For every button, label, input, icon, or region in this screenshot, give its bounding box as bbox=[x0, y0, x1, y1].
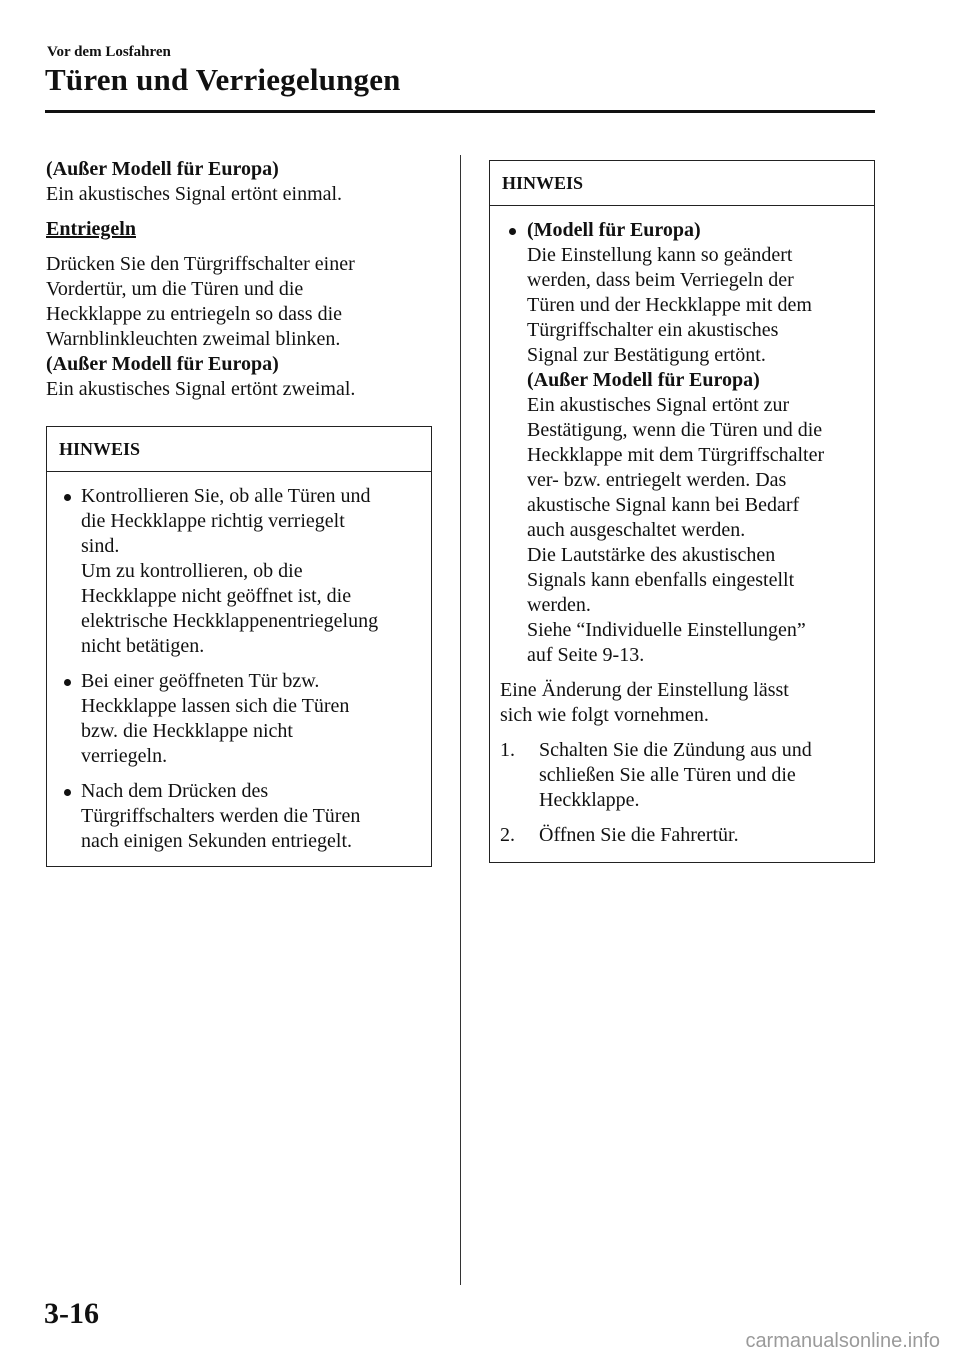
note-bullet bbox=[55, 484, 423, 659]
right-column bbox=[489, 160, 875, 863]
step-number: 2. bbox=[500, 824, 515, 846]
step-item bbox=[500, 823, 866, 848]
heading-unlock: Entriegeln bbox=[46, 218, 136, 240]
model-note: (Außer Modell für Europa) bbox=[46, 158, 279, 180]
note-title: HINWEIS bbox=[490, 161, 874, 206]
column-divider bbox=[460, 155, 461, 1285]
text-line: Türgriffschalter ein akustisches bbox=[527, 319, 779, 341]
text-line: ver- bzw. entriegelt werden. Das bbox=[527, 469, 787, 491]
bullet-dot-icon bbox=[64, 494, 71, 501]
text-line: schließen Sie alle Türen und die bbox=[539, 764, 796, 786]
text-line: Türen und der Heckklappe mit dem bbox=[527, 294, 812, 316]
text-line: Warnblinkleuchten zweimal blinken. bbox=[46, 328, 341, 350]
text-line: elektrische Heckklappenentriegelung bbox=[81, 610, 379, 632]
text-line: Um zu kontrollieren, ob die bbox=[81, 560, 303, 582]
bullet-dot-icon bbox=[509, 228, 516, 235]
text-line: Heckklappe nicht geöffnet ist, die bbox=[81, 585, 352, 607]
left-column bbox=[46, 157, 441, 867]
model-note: (Außer Modell für Europa) bbox=[46, 353, 279, 375]
text-line: Nach dem Drücken des bbox=[81, 780, 269, 802]
paragraph-unlock-signal bbox=[46, 352, 441, 402]
model-note: (Außer Modell für Europa) bbox=[527, 369, 760, 391]
text-line: Ein akustisches Signal ertönt einmal. bbox=[46, 183, 343, 205]
text-line: werden. bbox=[527, 594, 591, 616]
text-line: bzw. die Heckklappe nicht bbox=[81, 720, 293, 742]
bullet-dot-icon bbox=[64, 679, 71, 686]
paragraph-unlock bbox=[46, 252, 441, 352]
text-line: verriegeln. bbox=[81, 745, 168, 767]
note-title: HINWEIS bbox=[47, 427, 431, 472]
text-line: Schalten Sie die Zündung aus und bbox=[539, 739, 812, 761]
text-line: werden, dass beim Verriegeln der bbox=[527, 269, 794, 291]
text-line: Bei einer geöffneten Tür bzw. bbox=[81, 670, 320, 692]
note-body bbox=[47, 472, 431, 866]
note-bullet bbox=[500, 218, 866, 668]
text-line: Die Einstellung kann so geändert bbox=[527, 244, 793, 266]
text-line: auf Seite 9-13. bbox=[527, 644, 645, 666]
bullet-dot-icon bbox=[64, 789, 71, 796]
text-line: Signals kann ebenfalls eingestellt bbox=[527, 569, 795, 591]
text-line: sich wie folgt vornehmen. bbox=[500, 704, 709, 726]
text-line: Eine Änderung der Einstellung lässt bbox=[500, 679, 789, 701]
text-line: nicht betätigen. bbox=[81, 635, 205, 657]
note-box-left bbox=[46, 426, 432, 867]
note-body bbox=[490, 206, 874, 862]
text-line: Heckklappe zu entriegeln so dass die bbox=[46, 303, 343, 325]
text-line: Ein akustisches Signal ertönt zweimal. bbox=[46, 378, 356, 400]
step-number: 1. bbox=[500, 739, 515, 761]
text-line: Heckklappe mit dem Türgriffschalter bbox=[527, 444, 825, 466]
text-line: Türgriffschalters werden die Türen bbox=[81, 805, 361, 827]
text-line: Kontrollieren Sie, ob alle Türen und bbox=[81, 485, 371, 507]
text-line: Siehe “Individuelle Einstellungen” bbox=[527, 619, 806, 641]
text-line: sind. bbox=[81, 535, 120, 557]
text-line: Die Lautstärke des akustischen bbox=[527, 544, 776, 566]
page-number: 3-16 bbox=[44, 1297, 99, 1330]
step-item bbox=[500, 738, 866, 813]
text-line: Signal zur Bestätigung ertönt. bbox=[527, 344, 766, 366]
text-line: nach einigen Sekunden entriegelt. bbox=[81, 830, 353, 852]
note-bullet bbox=[55, 669, 423, 769]
text-line: Ein akustisches Signal ertönt zur bbox=[527, 394, 790, 416]
page-title: Türen und Verriegelungen bbox=[45, 62, 401, 97]
note-box-right bbox=[489, 160, 875, 863]
text-line: auch ausgeschaltet werden. bbox=[527, 519, 746, 541]
text-line: Vordertür, um die Türen und die bbox=[46, 278, 304, 300]
note-bullet bbox=[55, 779, 423, 854]
paragraph-lock-signal bbox=[46, 157, 441, 207]
watermark: carmanualsonline.info bbox=[745, 1330, 940, 1352]
text-line: Heckklappe. bbox=[539, 789, 640, 811]
section-label: Vor dem Losfahren bbox=[47, 44, 171, 60]
paragraph-change-setting bbox=[500, 678, 866, 728]
text-line: Öffnen Sie die Fahrertür. bbox=[539, 824, 739, 846]
text-line: akustische Signal kann bei Bedarf bbox=[527, 494, 800, 516]
text-line: Drücken Sie den Türgriffschalter einer bbox=[46, 253, 355, 275]
model-note: (Modell für Europa) bbox=[527, 219, 701, 241]
title-rule bbox=[45, 110, 875, 113]
text-line: Heckklappe lassen sich die Türen bbox=[81, 695, 350, 717]
text-line: Bestätigung, wenn die Türen und die bbox=[527, 419, 823, 441]
text-line: die Heckklappe richtig verriegelt bbox=[81, 510, 345, 532]
